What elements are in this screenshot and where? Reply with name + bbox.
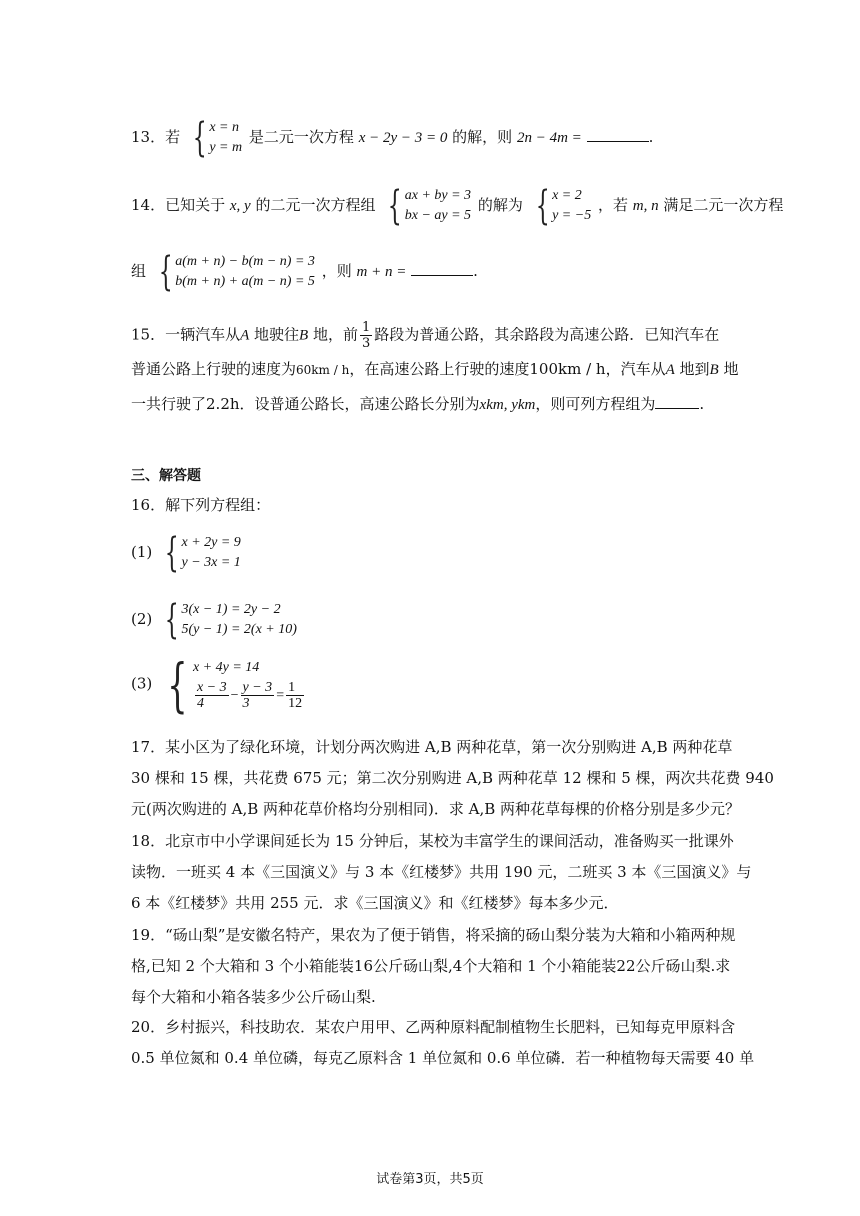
question-20	[131, 1012, 755, 1074]
q15-text: ，在高速公路上行驶的速度	[349, 360, 530, 378]
question-17	[131, 732, 774, 825]
paragraph-line: 17．某小区为了绿化环境，计划分两次购进 A,B 两种花草，第一次分别购进 A,B 两种花草	[131, 738, 733, 756]
q15-speed-2: 100km / h	[529, 360, 606, 378]
q15-text: ．设普通公路长，高速公路长分别为	[239, 395, 480, 413]
paragraph-line: 6 本《红楼梦》共用 255 元．求《三国演义》和《红楼梦》每本多少元．	[131, 894, 619, 912]
brace-icon: {	[167, 650, 188, 719]
q14-sys-row: y = −5	[552, 208, 592, 223]
question-18	[131, 826, 752, 919]
q14-sys-row: bx − ay = 5	[404, 208, 472, 223]
q15-text: 地驶往	[249, 325, 300, 344]
sys-row: 5(y − 1) = 2(x + 10)	[181, 622, 297, 637]
paragraph-line: 20．乡村振兴，科技助农．某农户用甲、乙两种原料配制植物生长肥料，已知每克甲原料含	[131, 1018, 736, 1036]
q14-text: ，若	[597, 196, 628, 214]
fraction	[241, 680, 275, 711]
sys-row: x + 2y = 9	[181, 535, 241, 550]
question-15-line2	[131, 358, 738, 381]
q15-text: 一共行驶了	[131, 395, 207, 413]
q14-text: ，则	[321, 262, 352, 280]
brace-icon: {	[192, 115, 207, 161]
frac-num: 1	[286, 680, 304, 696]
q14-sys-row: x = 2	[552, 188, 582, 203]
question-15-line3	[131, 393, 704, 416]
q15-fraction	[360, 320, 372, 351]
q15-text: 地到	[674, 360, 710, 378]
q15-text: 15．一辆汽车从	[131, 325, 241, 344]
q14-end: .	[473, 262, 478, 280]
fraction	[286, 680, 304, 711]
q14-text: 组	[131, 262, 147, 280]
paragraph-line: 18．北京市中小学课间延长为 15 分钟后，某校为丰富学生的课间活动，准备购买一批课外	[131, 832, 734, 850]
q14-system-2	[530, 183, 592, 229]
q14-sys-row: b(m + n) + a(m − n) = 5	[175, 274, 315, 289]
q16-system-3	[159, 650, 306, 719]
part-label: (1)	[131, 543, 153, 561]
q16-part-1	[131, 530, 243, 576]
page-footer: 试卷第3页，共5页	[376, 1172, 484, 1187]
sys-row: 3(x − 1) = 2y − 2	[181, 602, 281, 617]
frac-num: y − 3	[242, 680, 273, 695]
q14-sys-row: a(m + n) − b(m − n) = 3	[175, 254, 315, 269]
question-13	[131, 115, 654, 161]
q15-point: A	[240, 327, 250, 344]
q15-text: 普通公路上行驶的速度为	[131, 360, 297, 378]
question-16-title: 16．解下列方程组：	[131, 496, 271, 514]
q13-number: 13．若	[131, 128, 181, 146]
brace-icon: {	[388, 183, 403, 229]
sys-row: y − 3x = 1	[181, 555, 241, 570]
paragraph-line: 元(两次购进的 A,B 两种花草价格均分别相同)．求 A,B 两种花草每棵的价格分别是多少元？	[131, 800, 741, 818]
brace-icon: {	[164, 530, 179, 576]
q13-text: 是二元一次方程	[248, 128, 354, 146]
question-15	[131, 320, 719, 351]
q13-sys-row: x = n	[209, 120, 239, 135]
paragraph-line: 每个大箱和小箱各装多少公斤砀山梨.	[131, 988, 376, 1006]
paragraph-line: 0.5 单位氮和 0.4 单位磷，每克乙原料含 1 单位氮和 0.6 单位磷．若一种植物每天需要 40 单	[131, 1049, 755, 1067]
q14-sys-row: ax + by = 3	[404, 188, 472, 203]
question-14	[131, 183, 784, 229]
q13-equation: x − 2y − 3 = 0	[358, 130, 448, 146]
sys-row: x + 4y = 14	[192, 660, 260, 675]
q15-point: B	[299, 327, 309, 344]
part-label: (3)	[131, 674, 153, 693]
answer-blank	[411, 261, 473, 276]
question-19	[131, 920, 736, 1013]
q15-frac-den: 3	[362, 336, 371, 351]
q15-frac-num: 1	[362, 320, 371, 335]
q13-system	[187, 115, 243, 161]
frac-den: 4	[196, 696, 204, 711]
question-14-cont	[131, 249, 478, 295]
q14-mn: m, n	[632, 198, 659, 214]
brace-icon: {	[535, 183, 550, 229]
q14-text: 满足二元一次方程	[663, 196, 784, 214]
paragraph-line: 30 棵和 15 棵，共花费 675 元；第二次分别购进 A,B 两种花草 12 棵和 5 棵，两次共花费 940	[131, 769, 774, 787]
q15-time: 2.2h	[206, 395, 240, 413]
q15-text: 地	[718, 360, 739, 378]
frac-num: x − 3	[196, 680, 227, 695]
q15-text: ，汽车从	[605, 360, 666, 378]
paragraph-line: 读物．一班买 4 本《三国演义》与 3 本《红楼梦》共用 190 元，二班买 3 本《三国演义》与	[131, 863, 752, 881]
operator: −	[230, 687, 239, 703]
q14-system-1	[382, 183, 472, 229]
q15-vars: xkm, ykm	[479, 397, 536, 413]
q16-part-2	[131, 597, 299, 643]
q15-point: A	[665, 362, 675, 378]
q13-text: 的解，则	[452, 128, 513, 146]
q14-system-3	[153, 249, 315, 295]
q14-expression: m + n =	[356, 264, 407, 280]
paragraph-line: 19．“砀山梨”是安徽名特产，果农为了便于销售，将采摘的砀山梨分装为大箱和小箱两种规	[131, 926, 736, 944]
q13-expression: 2n − 4m =	[516, 130, 582, 146]
q14-vars: x, y	[229, 198, 251, 214]
operator: =	[276, 687, 285, 703]
brace-icon: {	[164, 597, 179, 643]
q13-end: .	[648, 128, 654, 146]
q16-system-1	[159, 530, 241, 576]
q14-text: 的二元一次方程组	[255, 196, 376, 214]
q16-system-2	[159, 597, 297, 643]
section-heading: 三、解答题	[131, 468, 201, 484]
part-label: (2)	[131, 610, 153, 628]
q15-speed-1: 60km / h	[296, 363, 350, 377]
q15-point: B	[709, 362, 719, 378]
frac-den: 12	[288, 696, 303, 711]
q14-number: 14．已知关于	[131, 196, 226, 214]
q15-text: 地，前	[308, 325, 358, 344]
answer-blank	[655, 394, 699, 409]
q14-text: 的解为	[477, 196, 523, 214]
q15-text: 路段为普通公路，其余路段为高速公路．已知汽车在	[374, 325, 720, 344]
frac-den: 3	[242, 696, 250, 711]
answer-blank	[587, 127, 649, 142]
paragraph-line: 格,已知 2 个大箱和 3 个小箱能装16公斤砀山梨,4个大箱和 1 个小箱能装22公斤砀山梨.求	[131, 957, 731, 975]
q15-end: .	[699, 395, 705, 413]
q16-part-3	[131, 650, 308, 719]
q15-text: ，则可列方程组为	[535, 395, 656, 413]
brace-icon: {	[158, 249, 173, 295]
q13-sys-row: y = m	[209, 140, 243, 155]
fraction	[195, 680, 229, 711]
